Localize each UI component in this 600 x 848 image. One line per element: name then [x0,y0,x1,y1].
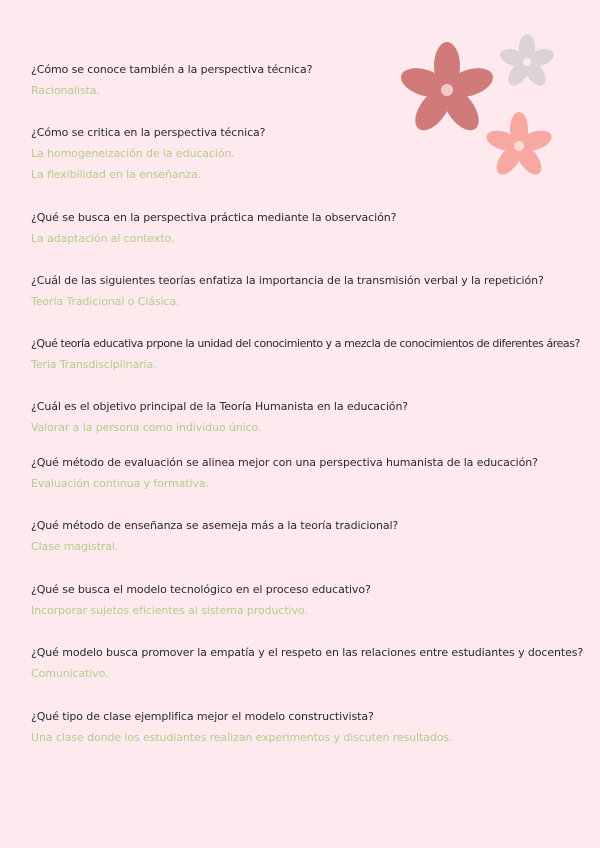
question-text: ¿Qué método de evaluación se alinea mejor con una perspectiva humanista de la educación? [31,456,538,469]
qa-item-11 [31,710,576,745]
question-text: ¿Qué modelo busca promover la empatía y el respeto en las relaciones entre estudiantes y docentes? [31,646,584,659]
answer-text: Valorar a la persona como individuo único. [31,421,262,434]
qa-item-6 [31,400,576,435]
question-text: ¿Cómo se conoce también a la perspectiva técnica? [31,63,313,76]
question-text: ¿Qué se busca el modelo tecnológico en el proceso educativo? [31,583,371,596]
answer-text: La flexibilidad en la enseñanza. [31,168,202,181]
answer-text: Teoría Tradicional o Clásica. [31,295,180,308]
question-text: ¿Qué teoría educativa prpone la unidad del conocimiento y a mezcla de conocimientos de diferentes áreas? [31,337,580,350]
question-text: ¿Qué se busca en la perspectiva práctica mediante la observación? [31,211,397,224]
question-text: ¿Cuál es el objetivo principal de la Teoría Humanista en la educación? [31,400,409,413]
answer-text: La homogeneización de la educación. [31,147,235,160]
answer-text: La adaptación al contexto. [31,232,175,245]
answer-text: Clase magistral. [31,540,119,553]
qa-item-10 [31,646,584,681]
qa-item-9 [31,583,576,618]
answer-text: Evaluación continua y formativa. [31,477,209,490]
question-text: ¿Qué método de enseñanza se asemeja más a la teoría tradicional? [31,519,399,532]
qa-item-1 [31,63,576,98]
qa-item-4 [31,274,576,309]
answer-text: Comunicativo. [31,667,109,680]
answer-text: Una clase donde los estudiantes realizan experimentos y discuten resultados. [31,731,453,744]
qa-item-8 [31,519,576,554]
qa-item-2 [31,126,576,182]
question-text: ¿Cómo se critica en la perspectiva técnica? [31,126,266,139]
answer-text: Teria Transdisciplinaria. [31,358,157,371]
answer-text: Racionalista. [31,84,100,97]
qa-item-5 [31,337,580,372]
question-text: ¿Cuál de las siguientes teorías enfatiza la importancia de la transmisión verbal y la repetición? [31,274,544,287]
answer-text: Incorporar sujetos eficientes al sistema productivo. [31,604,308,617]
qa-item-3 [31,211,576,246]
qa-item-7 [31,456,576,491]
question-text: ¿Qué tipo de clase ejemplifica mejor el modelo constructivista? [31,710,374,723]
